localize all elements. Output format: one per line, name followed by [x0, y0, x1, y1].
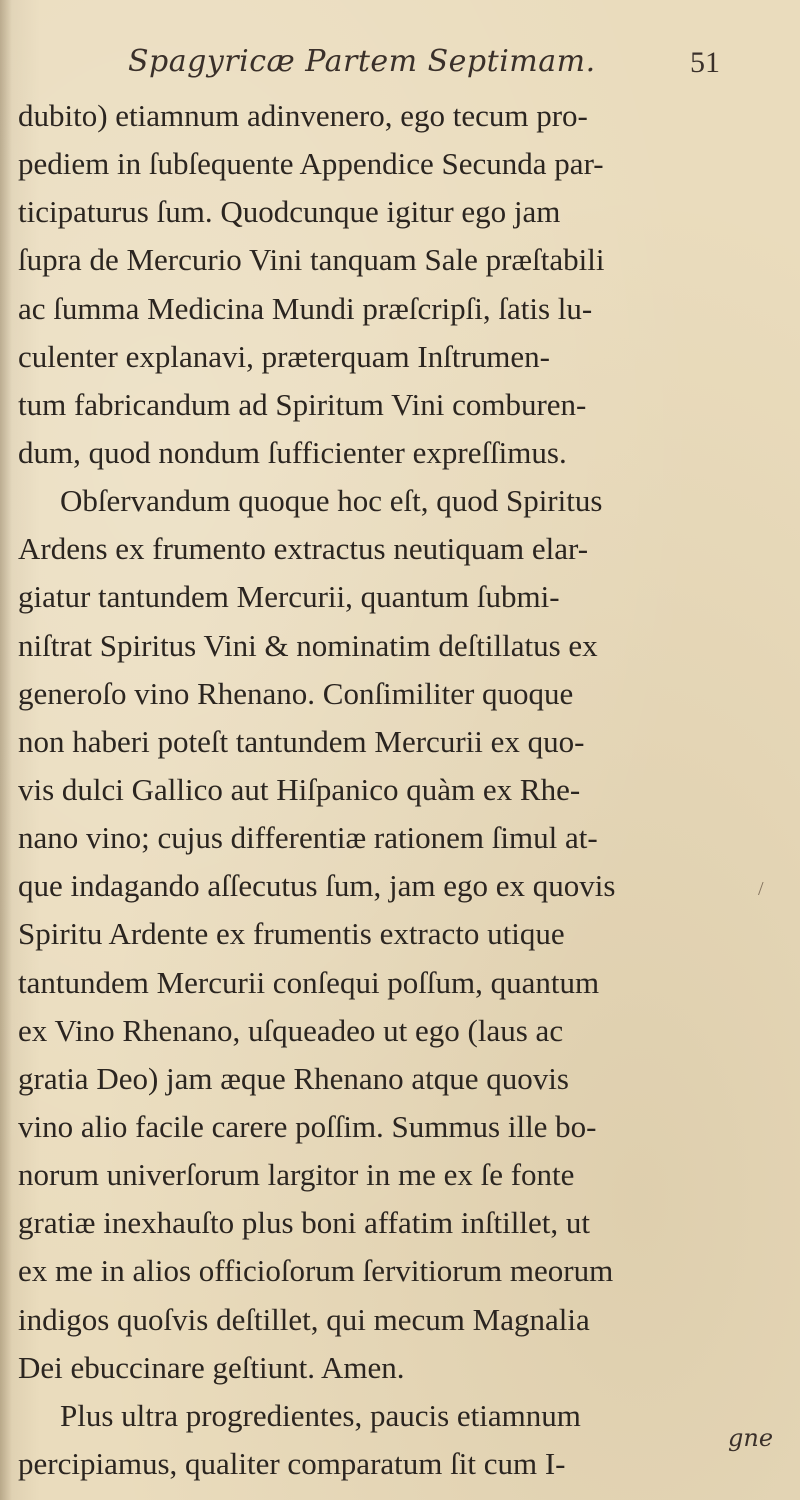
text-line: norum univerſorum largitor in me ex ſe fonte: [18, 1157, 575, 1193]
text-line: percipiamus, qualiter comparatum ſit cum I-: [18, 1445, 566, 1481]
text-line: dubito) etiamnum adinvenero, ego tecum pro-: [18, 98, 588, 133]
text-line: tantundem Mercurii conſequi poſſum, quantum: [18, 964, 600, 1000]
text-line: culenter explanavi, præterquam Inſtrumen-: [18, 338, 550, 374]
text-line: ſupra de Mercurio Vini tanquam Sale præſtabili: [18, 242, 605, 278]
text-line: gratia Deo) jam æque Rhenano atque quovis: [18, 1060, 569, 1096]
text-line: Ardens ex frumento extractus neutiquam elar-: [18, 531, 589, 567]
text-line: ex me in alios officioſorum ſervitiorum meorum: [18, 1253, 614, 1289]
text-line: ac ſumma Medicina Mundi præſcripſi, ſatis lu-: [18, 290, 593, 326]
page-number: 51: [690, 46, 720, 79]
body-text: [18, 92, 733, 1488]
text-line: vis dulci Gallico aut Hiſpanico quàm ex Rhe-: [18, 771, 581, 807]
text-line: tum fabricandum ad Spiritum Vini comburen-: [18, 386, 587, 422]
page-header: [120, 44, 720, 88]
text-line: Plus ultra progredientes, paucis etiamnum: [60, 1397, 581, 1433]
text-line: ticipaturus ſum. Quodcunque igitur ego jam: [18, 194, 561, 230]
text-line: pediem in ſubſequente Appendice Secunda par-: [18, 146, 604, 182]
running-head: Spagyricæ Partem Septimam.: [128, 44, 596, 79]
catchword: gne: [728, 1424, 774, 1452]
text-line: dum, quod nondum ſufficienter expreſſimus.: [18, 434, 567, 470]
text-line: giatur tantundem Mercurii, quantum ſubmi-: [18, 579, 560, 615]
text-line: indigos quoſvis deſtillet, qui mecum Magnalia: [18, 1301, 590, 1337]
text-line: niſtrat Spiritus Vini & nominatim deſtillatus ex: [18, 627, 598, 663]
margin-mark: /: [758, 878, 764, 900]
text-line: Dei ebuccinare geſtiunt. Amen.: [18, 1349, 405, 1385]
text-line: generoſo vino Rhenano. Conſimiliter quoque: [18, 675, 574, 711]
text-line: Obſervandum quoque hoc eſt, quod Spiritus: [60, 483, 603, 519]
text-line: Spiritu Ardente ex frumentis extracto utique: [18, 916, 565, 952]
text-line: vino alio facile carere poſſim. Summus ille bo-: [18, 1108, 597, 1144]
text-line: non haberi poteſt tantundem Mercurii ex quo-: [18, 723, 585, 759]
page-gutter-shadow: [0, 0, 12, 1500]
text-line: ex Vino Rhenano, uſqueadeo ut ego (laus ac: [18, 1012, 564, 1048]
text-line: nano vino; cujus differentiæ rationem ſimul at-: [18, 820, 598, 856]
text-line: gratiæ inexhauſto plus boni affatim inſtillet, ut: [18, 1205, 590, 1241]
text-line: que indagando aſſecutus ſum, jam ego ex quovis: [18, 868, 616, 904]
